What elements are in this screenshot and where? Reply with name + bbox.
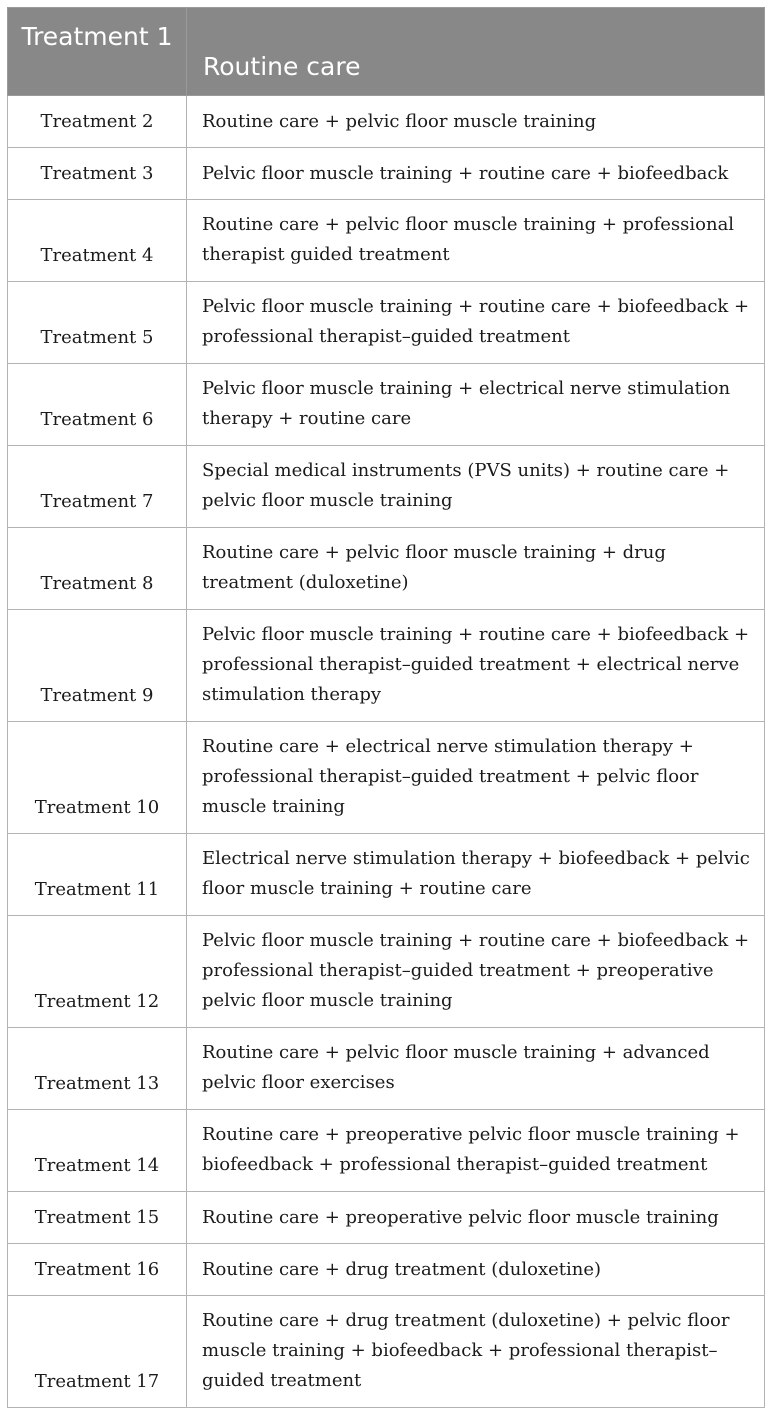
- treatment-description: Routine care + drug treatment (duloxetine): [187, 1244, 765, 1296]
- treatment-description: Routine care + drug treatment (duloxetine) + pelvic floor muscle training + biofeedback + professional therapist–guided treatment: [187, 1296, 765, 1408]
- treatment-description: Pelvic floor muscle training + routine care + biofeedback + professional therapist–guided treatment + electrical nerve stimulation therapy: [187, 610, 765, 722]
- table-row: [8, 96, 765, 148]
- treatment-label: Treatment 5: [8, 282, 187, 364]
- treatment-label: Treatment 13: [8, 1028, 187, 1110]
- treatment-label: Treatment 15: [8, 1192, 187, 1244]
- table-row: [8, 1110, 765, 1192]
- header-treatment-1: Treatment 1: [8, 8, 187, 96]
- table-row: [8, 282, 765, 364]
- table-row: [8, 916, 765, 1028]
- treatment-label: Treatment 2: [8, 96, 187, 148]
- treatment-label: Treatment 11: [8, 834, 187, 916]
- treatment-label: Treatment 9: [8, 610, 187, 722]
- table-row: [8, 1192, 765, 1244]
- treatment-label: Treatment 8: [8, 528, 187, 610]
- treatment-description: Special medical instruments (PVS units) + routine care + pelvic floor muscle training: [187, 446, 765, 528]
- table-row: [8, 834, 765, 916]
- treatment-description: Routine care + pelvic floor muscle training + drug treatment (duloxetine): [187, 528, 765, 610]
- treatment-description: Pelvic floor muscle training + electrical nerve stimulation therapy + routine care: [187, 364, 765, 446]
- treatment-label: Treatment 10: [8, 722, 187, 834]
- table-row: [8, 446, 765, 528]
- table-row: [8, 1028, 765, 1110]
- treatment-label: Treatment 4: [8, 200, 187, 282]
- treatment-label: Treatment 14: [8, 1110, 187, 1192]
- table-row: [8, 722, 765, 834]
- treatment-description: Routine care + preoperative pelvic floor muscle training: [187, 1192, 765, 1244]
- treatment-description: Routine care + pelvic floor muscle training + advanced pelvic floor exercises: [187, 1028, 765, 1110]
- treatment-description: Routine care + pelvic floor muscle training: [187, 96, 765, 148]
- treatment-label: Treatment 17: [8, 1296, 187, 1408]
- table-row: [8, 528, 765, 610]
- treatment-description: Routine care + pelvic floor muscle training + professional therapist guided treatment: [187, 200, 765, 282]
- table-row: [8, 1296, 765, 1408]
- table-row: [8, 1244, 765, 1296]
- treatment-label: Treatment 6: [8, 364, 187, 446]
- table-row: [8, 364, 765, 446]
- treatment-label: Treatment 16: [8, 1244, 187, 1296]
- header-routine-care: Routine care: [187, 8, 765, 96]
- table-row: [8, 200, 765, 282]
- treatment-description: Pelvic floor muscle training + routine care + biofeedback + professional therapist–guided treatment + preoperative pelvic floor muscle training: [187, 916, 765, 1028]
- treatment-description: Electrical nerve stimulation therapy + biofeedback + pelvic floor muscle training + routine care: [187, 834, 765, 916]
- treatment-label: Treatment 7: [8, 446, 187, 528]
- table-row: [8, 610, 765, 722]
- treatment-description: Routine care + electrical nerve stimulation therapy + professional therapist–guided treatment + pelvic floor muscle training: [187, 722, 765, 834]
- table-header-row: [8, 8, 765, 96]
- treatment-description: Routine care + preoperative pelvic floor muscle training + biofeedback + professional therapist–guided treatment: [187, 1110, 765, 1192]
- treatment-table: [7, 7, 765, 1408]
- treatment-label: Treatment 3: [8, 148, 187, 200]
- treatment-label: Treatment 12: [8, 916, 187, 1028]
- treatment-description: Pelvic floor muscle training + routine care + biofeedback: [187, 148, 765, 200]
- table-row: [8, 148, 765, 200]
- treatment-description: Pelvic floor muscle training + routine care + biofeedback + professional therapist–guided treatment: [187, 282, 765, 364]
